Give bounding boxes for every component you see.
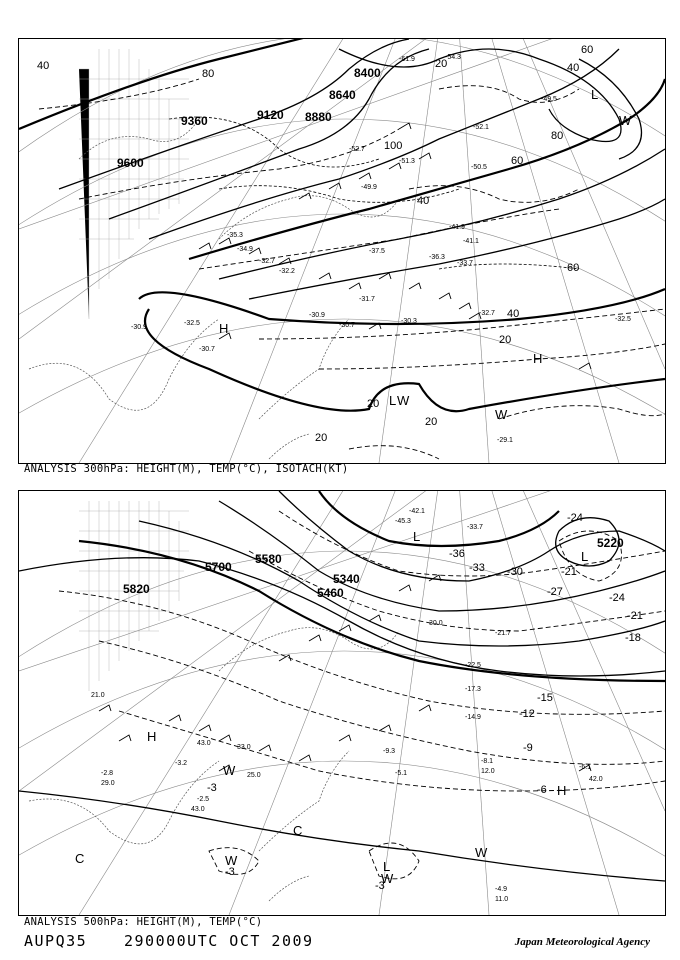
height-label: 8400 (354, 66, 381, 80)
temp-label: -33.7 (457, 260, 473, 267)
temp-label: -36.3 (429, 254, 445, 261)
station-values (91, 508, 603, 903)
height-label: 5820 (123, 582, 150, 596)
temp-label: -50.5 (471, 164, 487, 171)
isotach-label: 40 (507, 308, 520, 320)
station-value: 25.0 (247, 772, 261, 779)
temp-label: -32.5 (615, 316, 631, 323)
height-label: 9600 (117, 156, 144, 170)
station-value: -4.9 (495, 886, 508, 893)
station-value: 43.0 (197, 740, 211, 747)
temp-label: -52.1 (473, 124, 489, 131)
warm-center-label: W (381, 871, 394, 886)
temp-label: -32.7 (259, 258, 275, 265)
isotach-label: 20 (367, 398, 380, 410)
temp-label: -49.9 (361, 184, 377, 191)
station-value: -9.3 (383, 748, 396, 755)
station-value: -2.8 (101, 770, 114, 777)
isotach-label: 40 (417, 195, 430, 207)
station-value: -33.7 (467, 524, 483, 531)
temp-label: -34.9 (237, 246, 253, 253)
temp-label: -37.5 (369, 248, 385, 255)
temp-label: -31.7 (359, 296, 375, 303)
isotach-label: 20 (315, 432, 328, 444)
coastline (29, 628, 399, 901)
station-value: -17.3 (465, 686, 481, 693)
isotach-label: 40 (567, 62, 580, 74)
isotach-label: 60 (567, 262, 580, 274)
station-value: -42.1 (409, 508, 425, 515)
map-300hpa-svg (19, 39, 665, 463)
panel-300-caption: ANALYSIS 300hPa: HEIGHT(M), TEMP(°C), ISOTACH(KT) (24, 463, 349, 475)
station-value: 11.0 (495, 896, 509, 903)
pressure-centers (219, 87, 632, 422)
temp-label: -3 (225, 866, 235, 878)
temperature-labels (131, 54, 631, 444)
station-value: 12.0 (481, 768, 495, 775)
height-label: 9120 (257, 108, 284, 122)
pressure-centers (75, 529, 588, 886)
high-center-label: H (557, 783, 567, 798)
temp-label: -36 (449, 548, 465, 560)
isotach-label: 20 (435, 58, 448, 70)
temp-label: -24 (609, 592, 625, 604)
map-500hpa-svg (19, 491, 665, 915)
warm-center-label: W (397, 393, 410, 408)
low-center-label: L (383, 859, 391, 874)
temp-label: -30.9 (131, 324, 147, 331)
temp-label: -6 (537, 784, 547, 796)
isotach-label: 60 (581, 44, 594, 56)
temp-label: -49.5 (541, 96, 557, 103)
warm-center-label: W (225, 853, 238, 868)
low-center-label: L (581, 549, 589, 564)
warm-center-label: W (619, 113, 632, 128)
station-value: 29.0 (101, 780, 115, 787)
warm-center-label: W (495, 407, 508, 422)
agency-name: Japan Meteorological Agency (514, 936, 650, 948)
map-panel-500hpa (18, 490, 666, 916)
isotach-label: 100 (384, 140, 403, 152)
temp-label: -21 (627, 610, 643, 622)
height-label: 5460 (317, 586, 344, 600)
warm-center-label: W (223, 763, 236, 778)
cold-center-label: C (293, 823, 303, 838)
temp-label: -29.1 (497, 437, 513, 444)
temp-label: -21 (561, 566, 577, 578)
isotach-label: 60 (511, 155, 524, 167)
isotach-label: 80 (551, 130, 564, 142)
low-center-label: L (591, 87, 599, 102)
station-value: 33.0 (237, 744, 251, 751)
isotach-label: 80 (202, 68, 215, 80)
high-center-label: H (533, 351, 543, 366)
high-center-label: H (219, 321, 229, 336)
station-value: -22.5 (465, 662, 481, 669)
station-value: -8.1 (481, 758, 494, 765)
temp-label: -18 (625, 632, 641, 644)
cold-center-label: C (75, 851, 85, 866)
station-value: 42.0 (589, 776, 603, 783)
height-label: 8640 (329, 88, 356, 102)
temp-label: -30.9 (309, 312, 325, 319)
temp-label: -30.7 (339, 322, 355, 329)
temp-label: -54.3 (445, 54, 461, 61)
wind-barbs (199, 123, 591, 369)
height-contours (19, 491, 665, 881)
temp-label: -35.3 (227, 232, 243, 239)
temp-label: -9 (523, 742, 533, 754)
station-value: 21.0 (91, 692, 105, 699)
height-label: 8880 (305, 110, 332, 124)
temperature-labels (207, 512, 643, 892)
isotach-label: 20 (499, 334, 512, 346)
station-value: -45.3 (395, 518, 411, 525)
hatched-region (79, 49, 189, 319)
temp-label: -51.3 (399, 158, 415, 165)
low-center-label: L (413, 529, 421, 544)
temp-label: -30.7 (199, 346, 215, 353)
height-label: 5340 (333, 572, 360, 586)
temp-label: -41.9 (449, 224, 465, 231)
isotach-labels (37, 44, 593, 444)
temp-label: -3 (375, 880, 385, 892)
temp-label: -33 (469, 562, 485, 574)
height-label: 5220 (597, 536, 624, 550)
temp-label: -12 (519, 708, 535, 720)
temp-label: -52.7 (349, 146, 365, 153)
panel-500-caption: ANALYSIS 500hPa: HEIGHT(M), TEMP(°C) (24, 916, 263, 928)
station-value: -3.2 (175, 760, 188, 767)
height-label: 5580 (255, 552, 282, 566)
station-value: -2.5 (197, 796, 210, 803)
temp-label: -32.5 (184, 320, 200, 327)
station-value: -6.1 (579, 764, 592, 771)
warm-center-label: W (475, 845, 488, 860)
isotach-label: 40 (37, 60, 50, 72)
temp-label: -15 (537, 692, 553, 704)
station-value: 43.0 (191, 806, 205, 813)
map-panel-300hpa (18, 38, 666, 464)
temp-label: -27 (547, 586, 563, 598)
temp-label: -32.7 (479, 310, 495, 317)
station-value: 30.0 (429, 620, 443, 627)
temp-label: -32.2 (279, 268, 295, 275)
high-center-label: H (147, 729, 157, 744)
station-value: -21.7 (495, 630, 511, 637)
temp-label: -61.9 (399, 56, 415, 63)
station-value: -14.9 (465, 714, 481, 721)
temp-label: -41.1 (463, 238, 479, 245)
temp-label: -30 (507, 566, 523, 578)
chart-code: AUPQ35 (24, 932, 88, 950)
temp-label: -30.3 (401, 318, 417, 325)
temp-label: -24 (567, 512, 583, 524)
low-center-label: L (389, 393, 397, 408)
height-label: 5700 (205, 560, 232, 574)
height-label: 9360 (181, 114, 208, 128)
isotach-label: 20 (425, 416, 438, 428)
valid-time: 290000UTC OCT 2009 (124, 932, 314, 950)
temp-label: -3 (207, 782, 217, 794)
lat-lon-grid (19, 491, 665, 915)
station-value: -5.1 (395, 770, 408, 777)
